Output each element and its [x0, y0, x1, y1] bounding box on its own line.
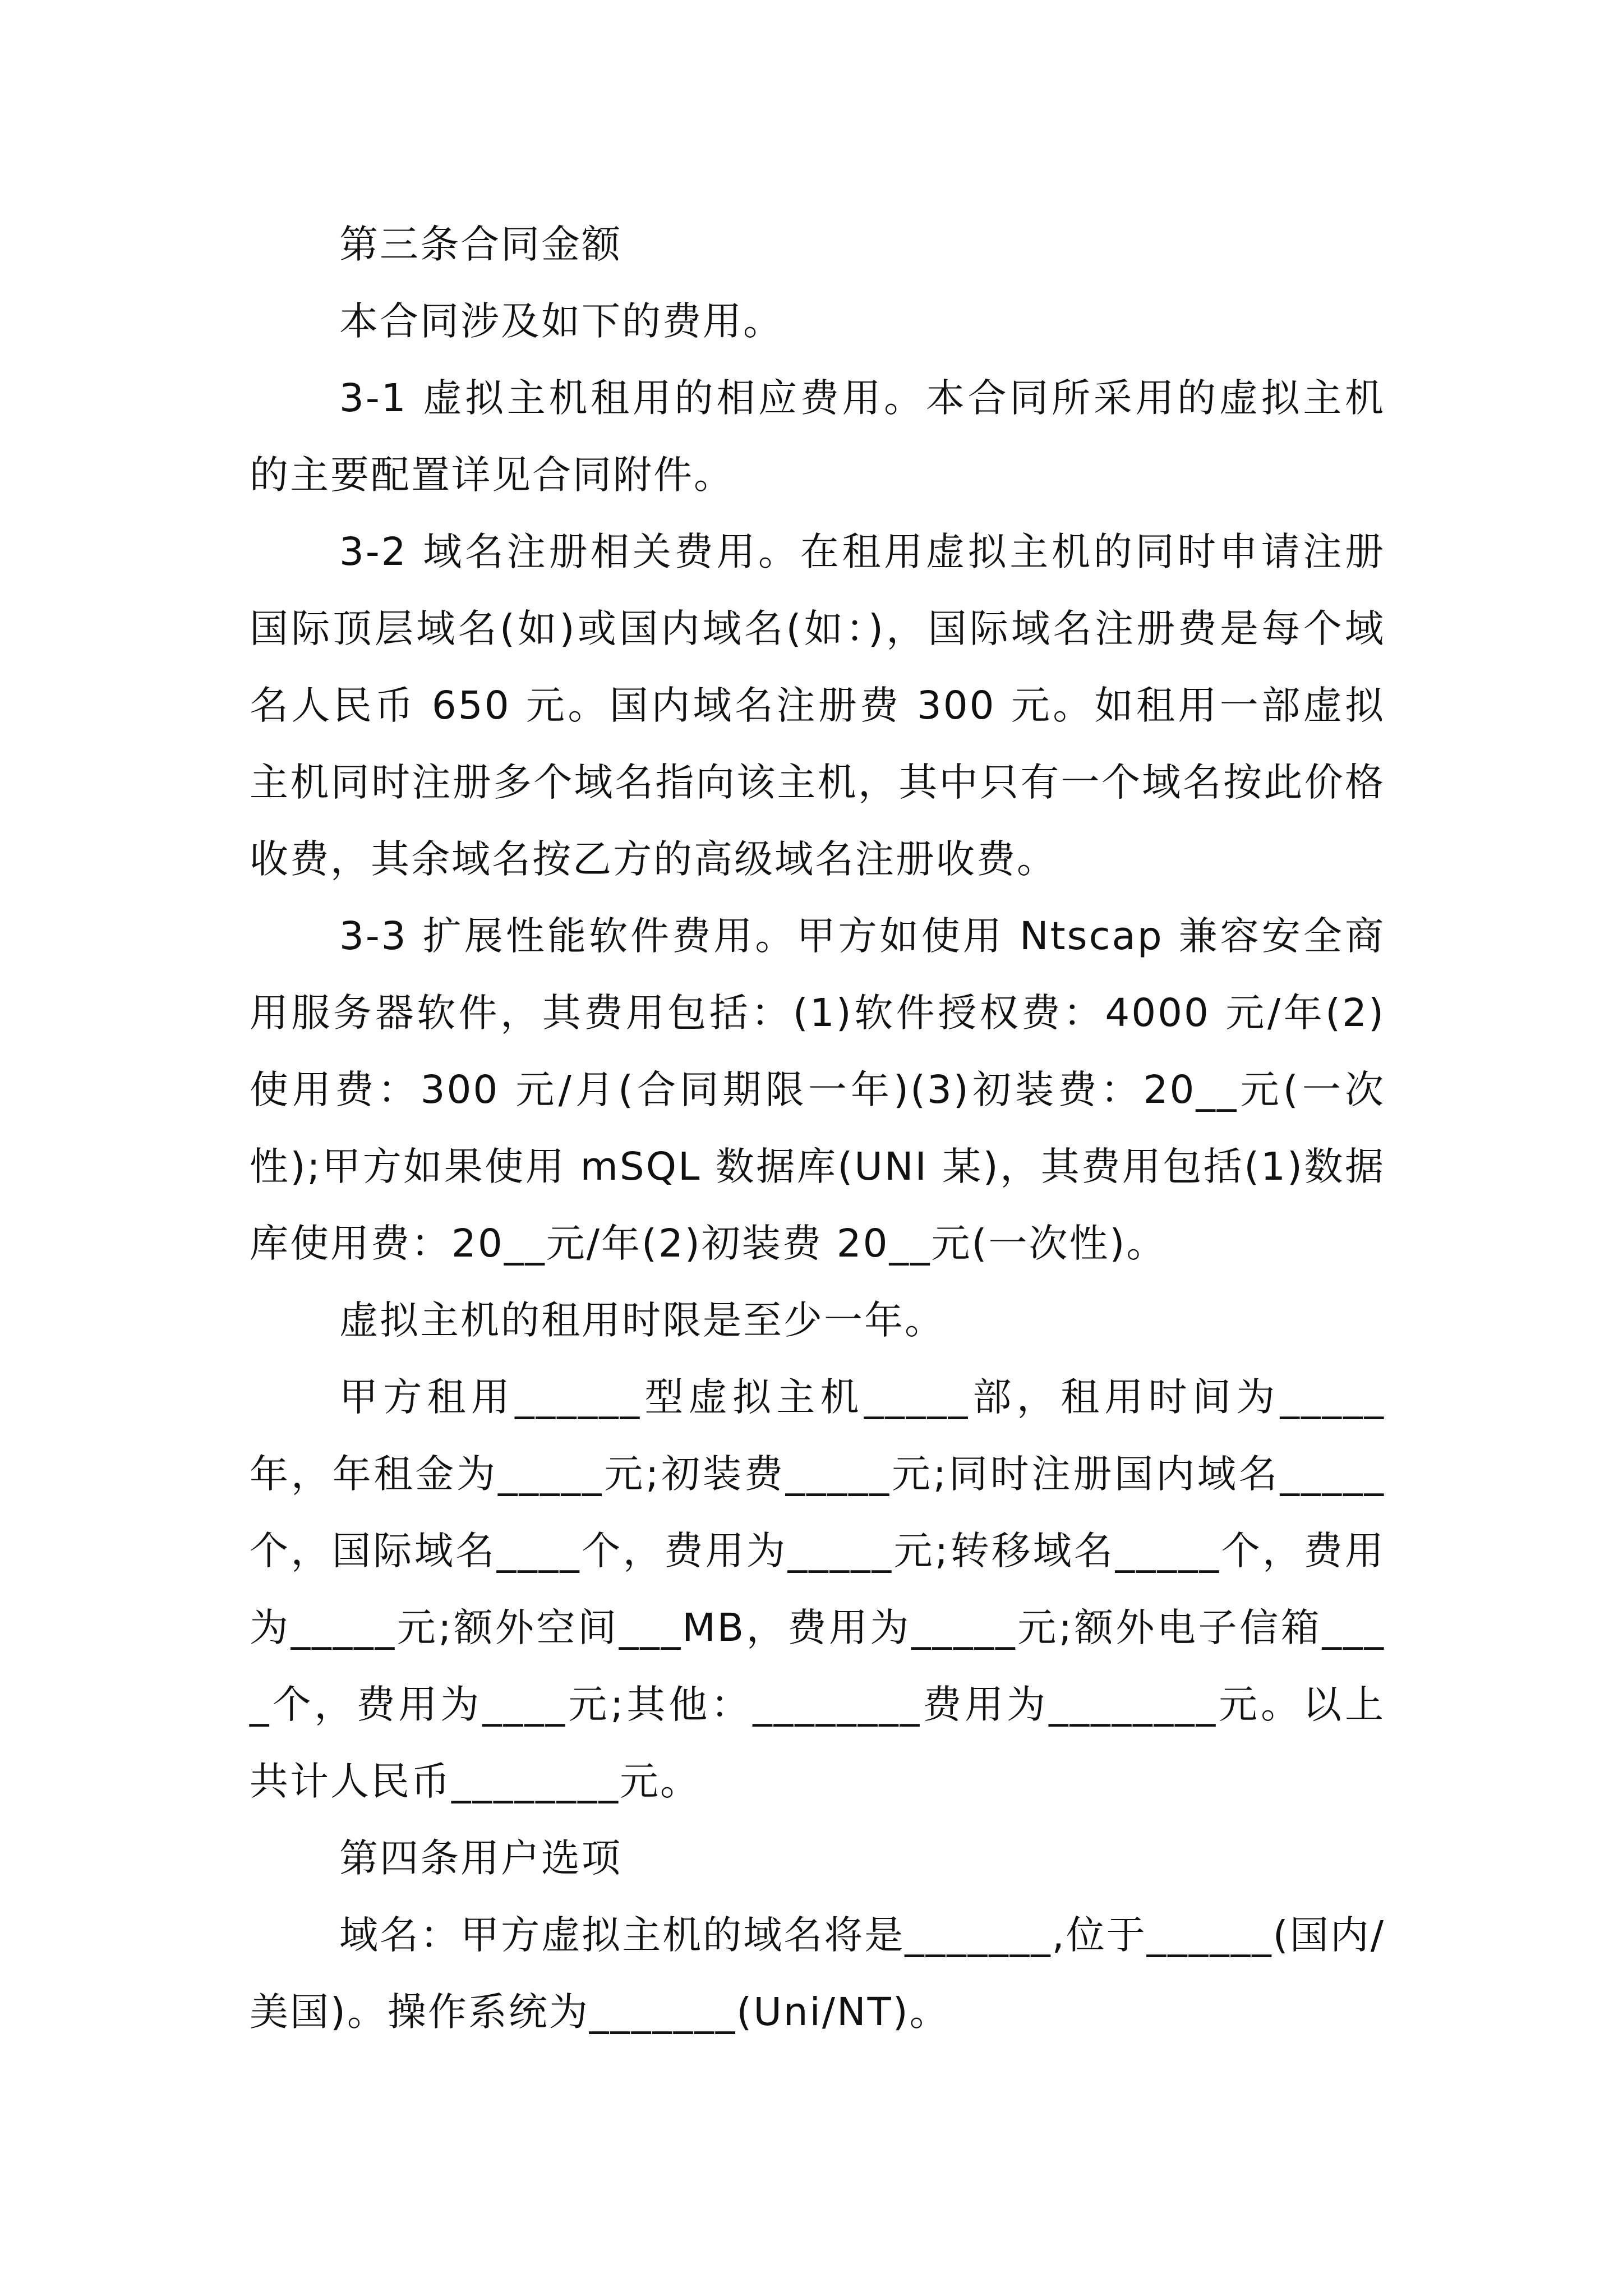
clause-3-1: 3-1 虚拟主机租用的相应费用。本合同所采用的虚拟主机的主要配置详见合同附件。 — [250, 376, 1385, 498]
article-3-heading: 第三条合同金额 — [339, 222, 622, 267]
top-margin — [250, 0, 1385, 206]
clause-3-3: 3-3 扩展性能软件费用。甲方如使用 Ntscap 兼容安全商用服务器软件，其费用包括：(1)软件授权费：4000 元/年(2)使用费：300 元/月(合同期限一年)(3)初装费：20__元(一次性);甲方如果使用 mSQL 数据库(UNI 某)，其费用包括(1)数据库使用费：20__元/年(2)初装费 20__元(一次性)。 — [250, 914, 1385, 1266]
article-4-heading: 第四条用户选项 — [339, 1836, 622, 1881]
document-page — [250, 0, 1385, 2051]
domain-option: 域名：甲方虚拟主机的域名将是_______,位于______(国内/美国)。操作系统为_______(Uni/NT)。 — [250, 1913, 1385, 2035]
fees-intro: 本合同涉及如下的费用。 — [339, 299, 783, 344]
rental-details: 甲方租用______型虚拟主机_____部，租用时间为_____年，年租金为_____元;初装费_____元;同时注册国内域名_____个，国际域名____个，费用为_____元;转移域名_____个，费用为_____元;额外空间___MB，费用为_____元;额外电子信箱____个，费用为____元;其他：________费用为________元。以上共计人民币________元。 — [250, 1375, 1385, 1804]
clause-3-2: 3-2 域名注册相关费用。在租用虚拟主机的同时申请注册国际顶层域名(如)或国内域名(如：)，国际域名注册费是每个域名人民币 650 元。国内域名注册费 300 元。如租用一部虚拟主机同时注册多个域名指向该主机，其中只有一个域名按此价格收费，其余域名按乙方的高级域名注册收费。 — [250, 530, 1385, 882]
rental-term: 虚拟主机的租用时限是至少一年。 — [339, 1298, 945, 1343]
